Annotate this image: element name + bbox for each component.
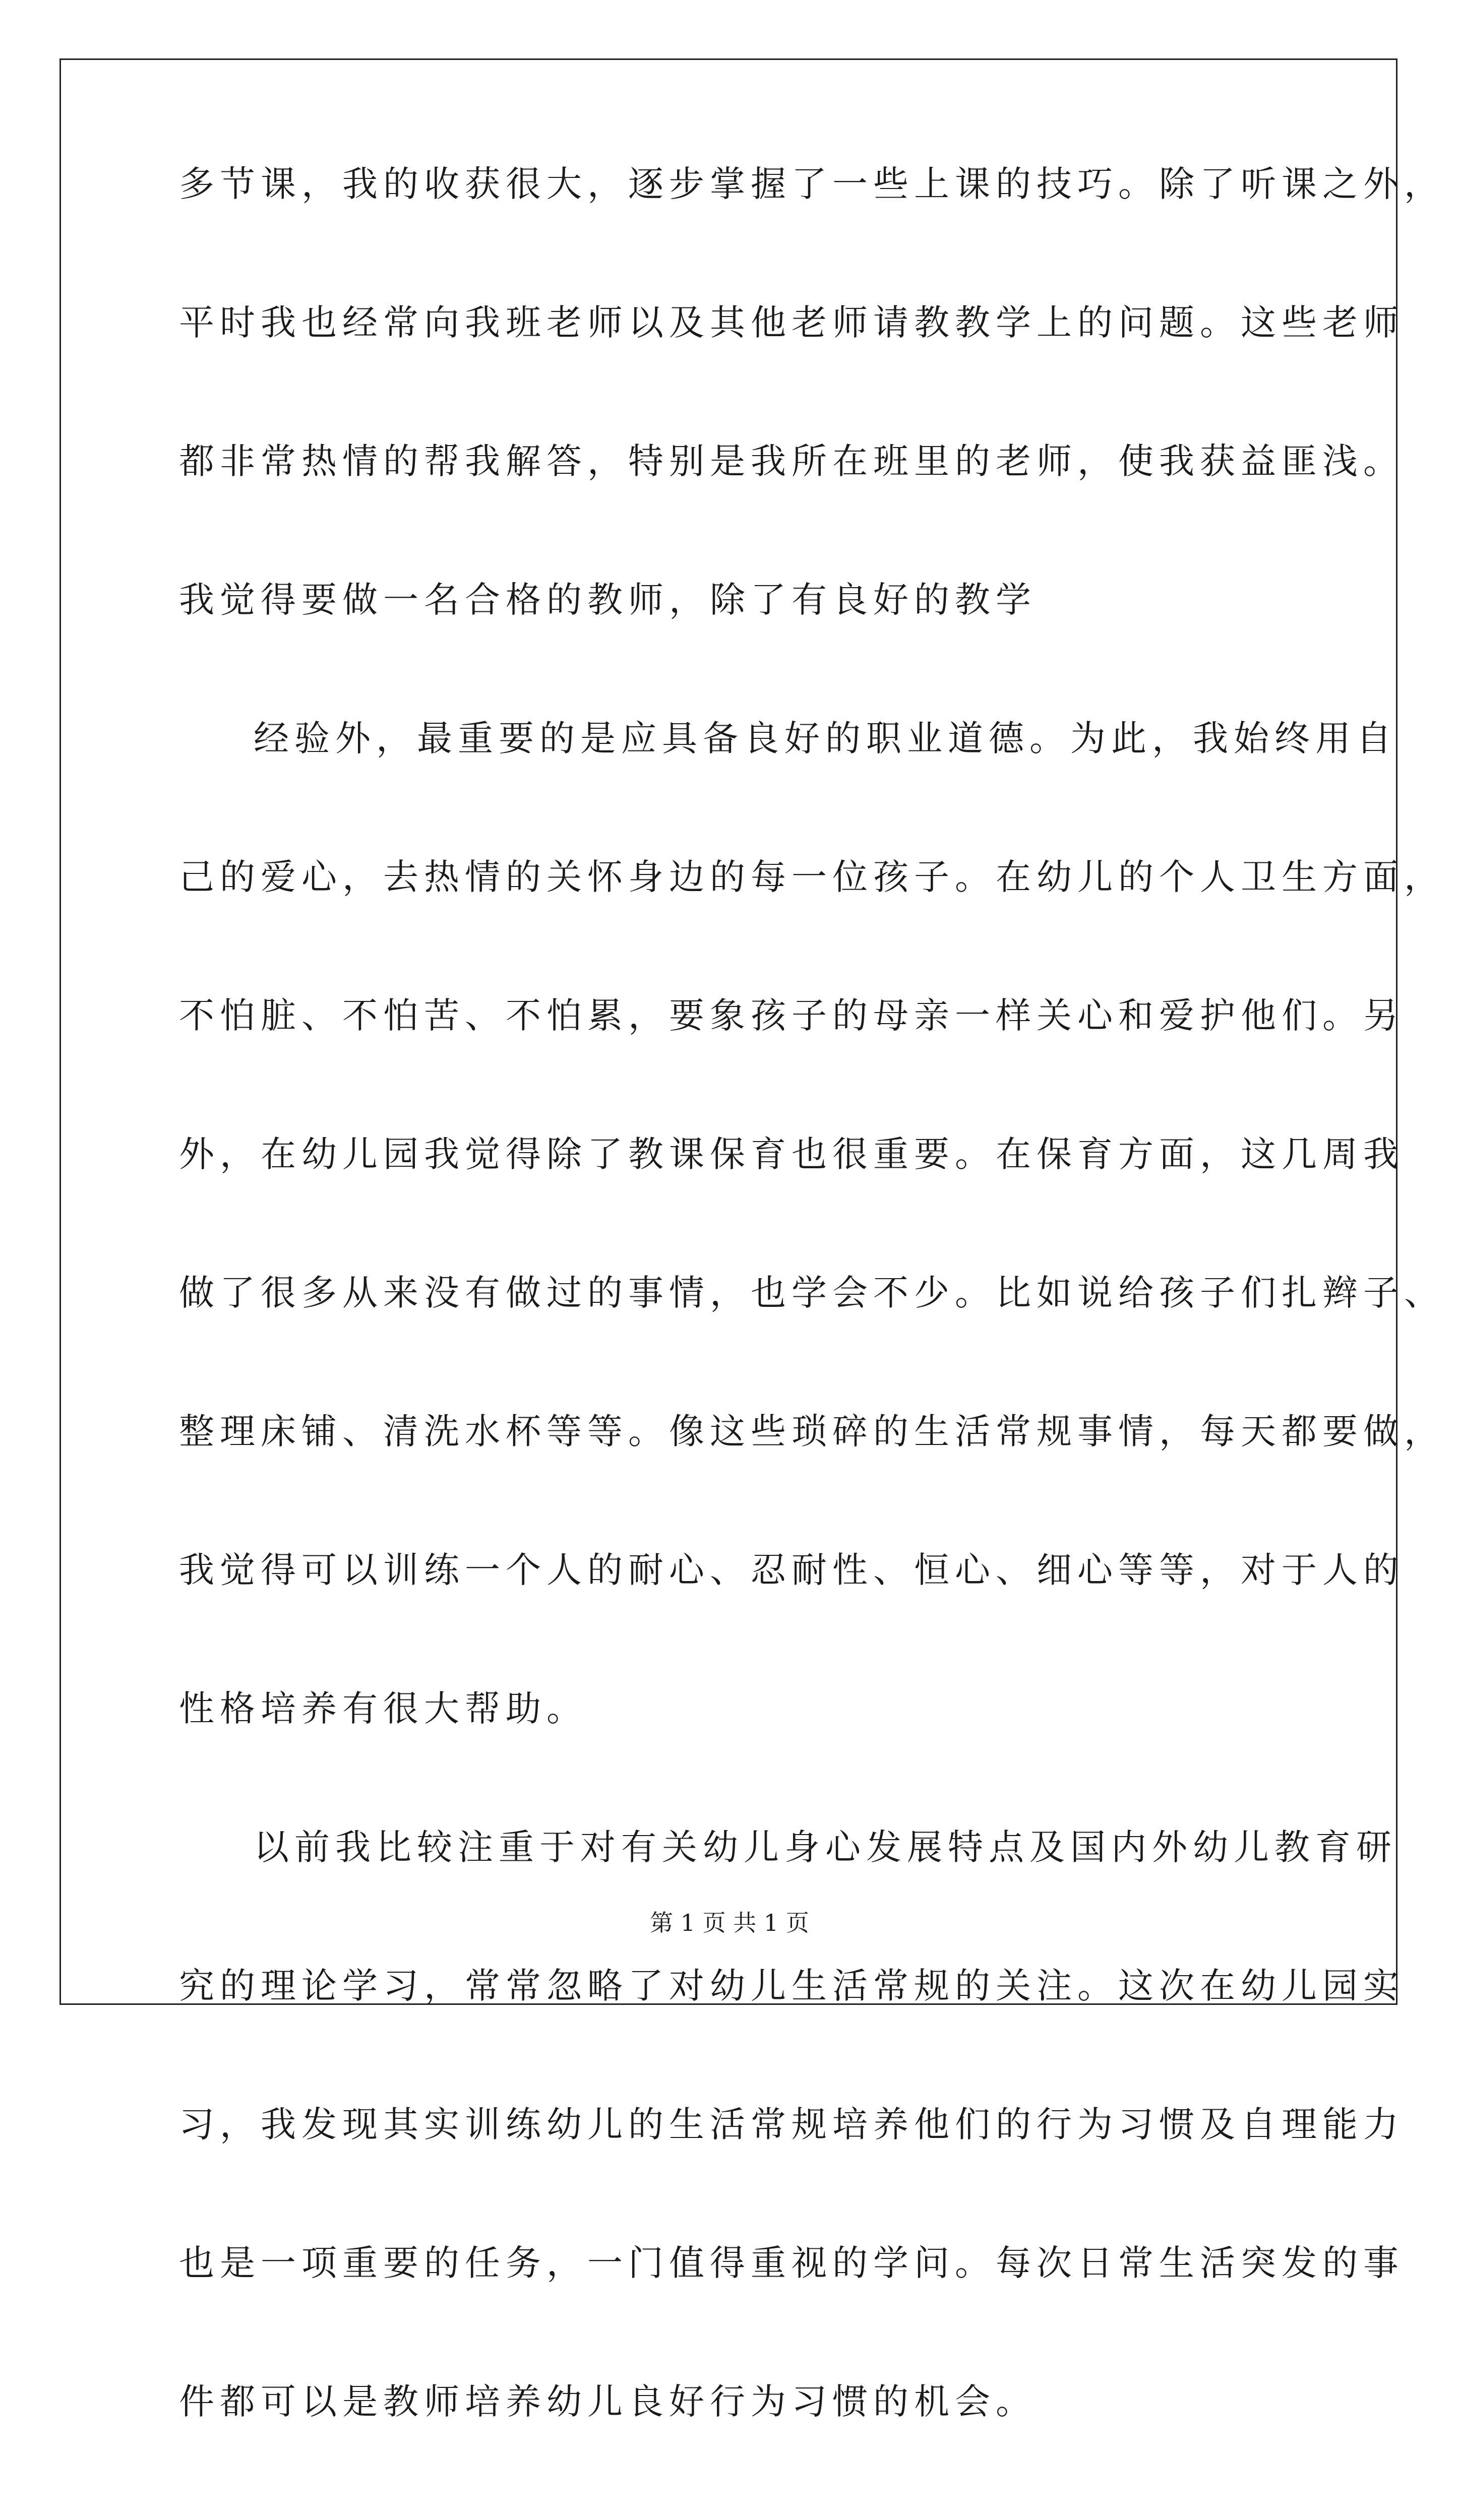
text-line: 都非常热情的帮我解答，特别是我所在班里的老师，使我获益匪浅。 — [179, 440, 1404, 482]
text-line: 多节课，我的收获很大，逐步掌握了一些上课的技巧。除了听课之外， — [179, 163, 1445, 205]
text-line: 我觉得要做一名合格的教师，除了有良好的教学 — [179, 579, 1037, 620]
text-line: 做了很多从来没有做过的事情，也学会不少。比如说给孩子们扎辫子、 — [179, 1272, 1445, 1313]
document-body — [179, 163, 1445, 2520]
text-line: 究的理论学习，常常忽略了对幼儿生活常规的关注。这次在幼儿园实 — [179, 1965, 1404, 2006]
text-line: 己的爱心，去热情的关怀身边的每一位孩子。在幼儿的个人卫生方面， — [179, 856, 1445, 898]
text-line: 也是一项重要的任务，一门值得重视的学问。每次日常生活突发的事 — [179, 2242, 1404, 2284]
text-line: 平时我也经常向我班老师以及其他老师请教教学上的问题。这些老师 — [179, 302, 1404, 343]
text-line: 件都可以是教师培养幼儿良好行为习惯的机会。 — [179, 2381, 1037, 2422]
text-line: 外，在幼儿园我觉得除了教课保育也很重要。在保育方面，这几周我 — [179, 1133, 1404, 1175]
text-line: 我觉得可以训练一个人的耐心、忍耐性、恒心、细心等等，对于人的 — [179, 1549, 1404, 1591]
text-line: 不怕脏、不怕苦、不怕累，要象孩子的母亲一样关心和爱护他们。另 — [179, 995, 1404, 1036]
page-footer: 第 1 页 共 1 页 — [650, 1909, 809, 1936]
text-line: 整理床铺、清洗水杯等等。像这些琐碎的生活常规事情，每天都要做， — [179, 1411, 1445, 1452]
text-line-indented: 经验外，最重要的是应具备良好的职业道德。为此，我始终用自 — [254, 718, 1397, 759]
text-line: 性格培养有很大帮助。 — [179, 1688, 587, 1729]
text-line: 习，我发现其实训练幼儿的生活常规培养他们的行为习惯及自理能力 — [179, 2104, 1404, 2145]
text-line-indented: 以前我比较注重于对有关幼儿身心发展特点及国内外幼儿教育研 — [254, 1826, 1397, 1868]
